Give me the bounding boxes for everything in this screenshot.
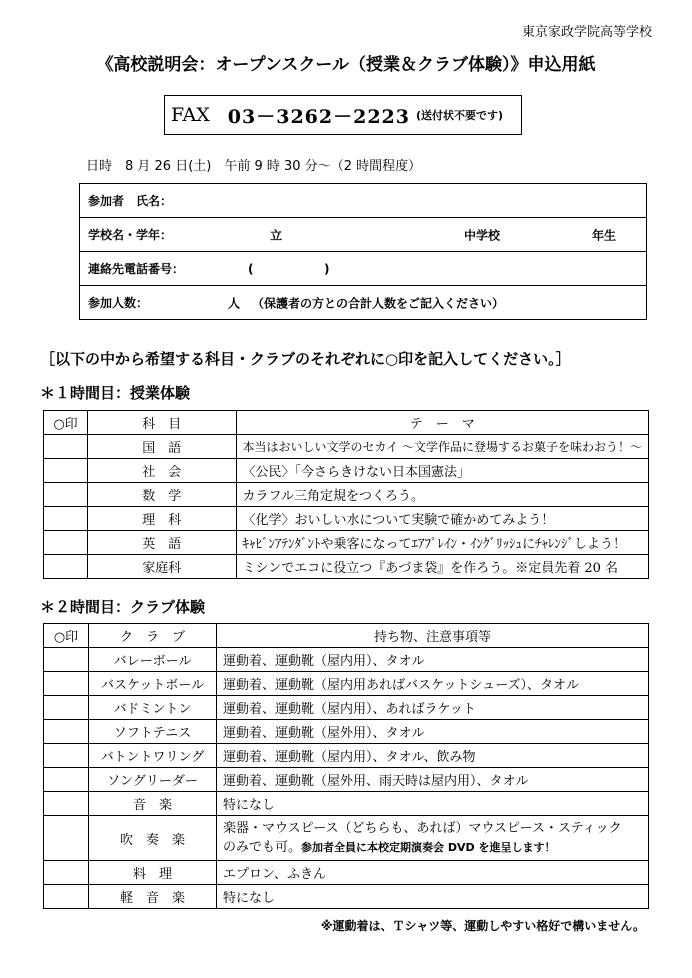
paren-open: ( xyxy=(248,261,254,276)
mark-cell[interactable] xyxy=(44,720,89,744)
mark-cell[interactable] xyxy=(44,483,88,507)
club-row xyxy=(44,648,649,672)
theme-cell: 本当はおいしい文学のセカイ ～文学作品に登場するお菓子を味わおう！～ xyxy=(236,435,648,459)
fax-label: FAX xyxy=(171,104,210,126)
dvd-note: 参加者全員に本校定期演奏会 DVD を進呈します！ xyxy=(301,841,556,854)
mark-cell[interactable] xyxy=(44,744,89,768)
fax-box xyxy=(164,95,522,135)
notes-cell: 運動着、運動靴（屋内用あればバスケットシューズ）、タオル xyxy=(217,672,649,696)
theme-cell: ミシンでエコに役立つ『あづま袋』を作ろう。※定員先着 20 名 xyxy=(236,555,648,579)
mark-cell[interactable] xyxy=(44,531,88,555)
subject-cell: 社 会 xyxy=(88,459,237,483)
notes-line1: 楽器・マウスピース（どちらも、あれば）マウスピース・スティック xyxy=(223,821,622,836)
subject-cell: 家庭科 xyxy=(88,555,237,579)
fax-note: (送付状不要です) xyxy=(415,109,504,122)
club-row xyxy=(44,744,649,768)
mark-cell[interactable] xyxy=(44,435,88,459)
mark-cell[interactable] xyxy=(44,885,89,909)
notes-cell: エプロン、ふきん xyxy=(217,861,649,885)
mark-header: ○印 xyxy=(44,624,89,648)
school-name: 東京家政学院高等学校 xyxy=(521,25,652,40)
subject-cell: 英 語 xyxy=(88,531,237,555)
class-header-row xyxy=(44,411,649,435)
mark-cell[interactable] xyxy=(44,648,89,672)
instruction-text: ［以下の中から希望する科目・クラブのそれぞれに○印を記入してください。］ xyxy=(40,350,571,368)
mark-cell[interactable] xyxy=(44,507,88,531)
notes-cell: 運動着、運動靴（屋外用、雨天時は屋内用）、タオル xyxy=(217,768,649,792)
club-row xyxy=(44,672,649,696)
fax-number: 03－3262－2223 xyxy=(227,105,410,128)
class-row xyxy=(44,531,649,555)
club-row xyxy=(44,885,649,909)
notes-cell: 特になし xyxy=(217,792,649,816)
registration-table xyxy=(79,183,647,320)
school-grade-row[interactable] xyxy=(80,218,647,252)
grade-label: 年生 xyxy=(592,228,617,242)
club-cell: バレーボール xyxy=(89,648,217,672)
theme-header: テ ー マ xyxy=(236,411,648,435)
club-row xyxy=(44,696,649,720)
footnote: ※運動着は、Ｔシャツ等、運動しやすい格好で構いません。 xyxy=(320,919,645,933)
subject-cell: 国 語 xyxy=(88,435,237,459)
club-cell: 吹 奏 楽 xyxy=(89,816,217,861)
school-grade-label: 学校名・学年： xyxy=(88,228,173,242)
form-title: 《高校説明会：オープンスクール（授業＆クラブ体験）》申込用紙 xyxy=(96,55,596,75)
notes-line2-text: のみでも可。 xyxy=(223,840,302,855)
club-cell: バスケットボール xyxy=(89,672,217,696)
mark-cell[interactable] xyxy=(44,672,89,696)
class-row xyxy=(44,555,649,579)
class-row xyxy=(44,483,649,507)
subject-cell: 理 科 xyxy=(88,507,237,531)
mark-cell[interactable] xyxy=(44,861,89,885)
subject-header: 科 目 xyxy=(88,411,237,435)
mark-cell[interactable] xyxy=(44,555,88,579)
count-note: （保護者の方との合計人数をご記入ください） xyxy=(252,296,505,310)
mark-cell[interactable] xyxy=(44,459,88,483)
club-row xyxy=(44,792,649,816)
phone-label: 連絡先電話番号： xyxy=(88,262,185,276)
club-header: ク ラ ブ xyxy=(89,624,217,648)
notes-cell: 運動着、運動靴（屋内用）、あればラケット xyxy=(217,696,649,720)
mark-cell[interactable] xyxy=(44,816,89,861)
mark-header: ○印 xyxy=(44,411,88,435)
count-row[interactable] xyxy=(80,286,647,320)
section1-heading: ＊１時間目：授業体験 xyxy=(40,384,191,402)
notes-cell: 運動着、運動靴（屋外用）、タオル xyxy=(217,720,649,744)
participant-row[interactable] xyxy=(80,184,647,218)
club-cell: バトントワリング xyxy=(89,744,217,768)
class-row xyxy=(44,507,649,531)
class-row xyxy=(44,459,649,483)
club-cell: 料 理 xyxy=(89,861,217,885)
class-row xyxy=(44,435,649,459)
junior-high-label: 中学校 xyxy=(464,228,501,242)
club-row xyxy=(44,816,649,861)
notes-line2 xyxy=(223,838,642,857)
club-row xyxy=(44,768,649,792)
paren-close: ) xyxy=(324,261,330,276)
club-cell: バドミントン xyxy=(89,696,217,720)
participant-label: 参加者 氏名： xyxy=(88,194,173,208)
ritsu-label: 立 xyxy=(270,228,283,242)
notes-cell: 運動着、運動靴（屋内用）、タオル、飲み物 xyxy=(217,744,649,768)
club-header-row xyxy=(44,624,649,648)
count-label: 参加人数： xyxy=(88,296,149,310)
notes-header: 持ち物、注意事項等 xyxy=(217,624,649,648)
theme-cell: ｷｬﾋﾞﾝｱﾃﾝﾀﾞﾝﾄや乗客になってｴｱﾌﾟﾚｲﾝ・ｲﾝｸﾞﾘｯｼｭにﾁｬﾚﾝｼﾞしよう！ xyxy=(236,531,648,555)
subject-cell: 数 学 xyxy=(88,483,237,507)
theme-cell: 〈化学〉おいしい水について実験で確かめてみよう！ xyxy=(236,507,648,531)
notes-cell: 運動着、運動靴（屋内用）、タオル xyxy=(217,648,649,672)
phone-row[interactable] xyxy=(80,252,647,286)
notes-cell: 特になし xyxy=(217,885,649,909)
person-label: 人 xyxy=(228,296,241,310)
club-cell: ソフトテニス xyxy=(89,720,217,744)
club-cell: ソングリーダー xyxy=(89,768,217,792)
mark-cell[interactable] xyxy=(44,792,89,816)
notes-cell xyxy=(217,816,649,861)
section2-heading: ＊２時間目：クラブ体験 xyxy=(40,598,206,616)
mark-cell[interactable] xyxy=(44,696,89,720)
theme-cell: カラフル三角定規をつくろう。 xyxy=(236,483,648,507)
theme-cell: 〈公民〉「今さらきけない日本国憲法」 xyxy=(236,459,648,483)
mark-cell[interactable] xyxy=(44,768,89,792)
club-table xyxy=(43,623,649,909)
club-row xyxy=(44,720,649,744)
event-date: 日時 8 月 26 日(土) 午前 9 時 30 分～（2 時間程度） xyxy=(86,159,422,174)
club-cell: 軽 音 楽 xyxy=(89,885,217,909)
club-cell: 音 楽 xyxy=(89,792,217,816)
club-row xyxy=(44,861,649,885)
class-table xyxy=(43,410,649,579)
